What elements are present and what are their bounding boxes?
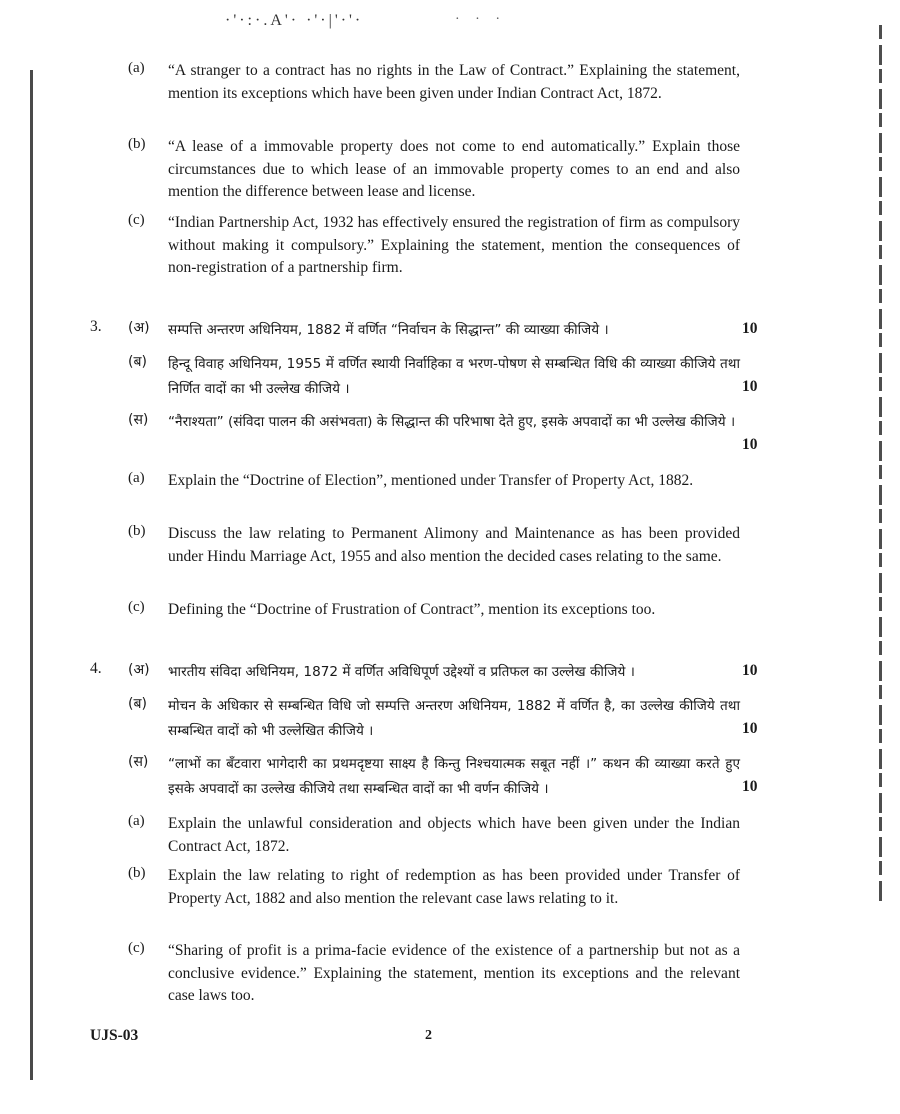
q4-hi-c-label: (स) <box>128 754 149 770</box>
q3-hi-c-label: (स) <box>128 412 149 428</box>
paper-code: UJS-03 <box>90 1027 139 1044</box>
q3-hi-a-marks: 10 <box>742 320 758 337</box>
q2-b-text: “A lease of a immovable property does not come to end automatically.” Explain those circumstances due to which lease of an immovable property comes to an end and also mention the difference between lease and license. <box>168 138 740 200</box>
q3-b-text: Discuss the law relating to Permanent Alimony and Maintenance as has been provided under Hindu Marriage Act, 1955 and also mention the decided cases relating to the same. <box>168 525 740 565</box>
q4-hi-b-marks: 10 <box>742 720 758 737</box>
q2-c-label: (c) <box>128 212 145 228</box>
q4-hi-a-label: (अ) <box>128 662 150 678</box>
q4-c-text: “Sharing of profit is a prima-facie evidence of the existence of a partnership but not as a conclusive evidence.” Explaining the statement, mention its exceptions and the relevant case laws too. <box>168 942 740 1004</box>
q4-a-label: (a) <box>128 813 145 829</box>
q3-c-text: Defining the “Doctrine of Frustration of Contract”, mention its exceptions too. <box>168 601 656 618</box>
q3-c-label: (c) <box>128 599 145 615</box>
q4-number: 4. <box>90 660 102 677</box>
q4-hi-b-text: मोचन के अधिकार से सम्बन्धित विधि जो सम्पत्ति अन्तरण अधिनियम, 1882 में वर्णित है, का उल्लेख कीजिये तथा सम्बन्धित वादों को भी उल्लेखित कीजिये । <box>168 698 740 739</box>
q3-b-label: (b) <box>128 523 146 539</box>
scan-edge-left <box>30 70 33 1080</box>
scan-edge-right <box>879 25 882 905</box>
q4-hi-b-label: (ब) <box>128 696 147 712</box>
q4-a-text: Explain the unlawful consideration and objects which have been given under the Indian Contract Act, 1872. <box>168 815 740 855</box>
scan-smudge: ·'·:·.A'· ·'·|'·'· <box>225 12 364 29</box>
q3-hi-c-text: “नैराश्यता” (संविदा पालन की असंभवता) के सिद्धान्त की परिभाषा देते हुए, इसके अपवादों का भी उल्लेख कीजिये । <box>168 414 736 430</box>
q2-c-text: “Indian Partnership Act, 1932 has effectively ensured the registration of firm as compulsory without making it compulsory.” Explaining the statement, mention the consequences of non-registration of a partnership firm. <box>168 214 740 276</box>
scan-smudge-2: · · · <box>455 12 506 27</box>
q3-hi-b-marks: 10 <box>742 378 758 395</box>
q4-hi-a-text: भारतीय संविदा अधिनियम, 1872 में वर्णित अविधिपूर्ण उद्देश्यों व प्रतिफल का उल्लेख कीजिये । <box>168 664 635 680</box>
q4-hi-c-marks: 10 <box>742 778 758 795</box>
q3-number: 3. <box>90 318 102 335</box>
q4-b-text: Explain the law relating to right of redemption as has been provided under Transfer of Property Act, 1882 and also mention the relevant case laws relating to it. <box>168 867 740 907</box>
q3-a-text: Explain the “Doctrine of Election”, mentioned under Transfer of Property Act, 1882. <box>168 472 694 489</box>
q4-b-label: (b) <box>128 865 146 881</box>
q3-a-label: (a) <box>128 470 145 486</box>
page-number: 2 <box>425 1028 432 1043</box>
q3-hi-a-text: सम्पत्ति अन्तरण अधिनियम, 1882 में वर्णित “निर्वाचन के सिद्धान्त” की व्याख्या कीजिये । <box>168 322 609 338</box>
q2-b-label: (b) <box>128 136 146 152</box>
q2-a-text: “A stranger to a contract has no rights in the Law of Contract.” Explaining the statement, mention its exceptions which have been given under Indian Contract Act, 1872. <box>168 62 740 102</box>
q3-hi-b-label: (ब) <box>128 354 147 370</box>
q3-hi-a-label: (अ) <box>128 320 150 336</box>
q4-c-label: (c) <box>128 940 145 956</box>
q4-hi-c-text: “लाभों का बँटवारा भागेदारी का प्रथमदृष्टया साक्ष्य है किन्तु निश्चयात्मक सबूत नहीं ।” कथन की व्याख्या करते हुए इसके अपवादों का उल्लेख कीजिये तथा सम्बन्धित वादों का भी वर्णन कीजिये । <box>168 756 740 797</box>
q3-hi-c-marks: 10 <box>742 436 758 453</box>
q4-hi-a-marks: 10 <box>742 662 758 679</box>
q2-a-label: (a) <box>128 60 145 76</box>
q3-hi-b-text: हिन्दू विवाह अधिनियम, 1955 में वर्णित स्थायी निर्वाहिका व भरण-पोषण से सम्बन्धित विधि की व्याख्या कीजिये तथा निर्णित वादों का भी उल्लेख कीजिये । <box>168 356 740 397</box>
